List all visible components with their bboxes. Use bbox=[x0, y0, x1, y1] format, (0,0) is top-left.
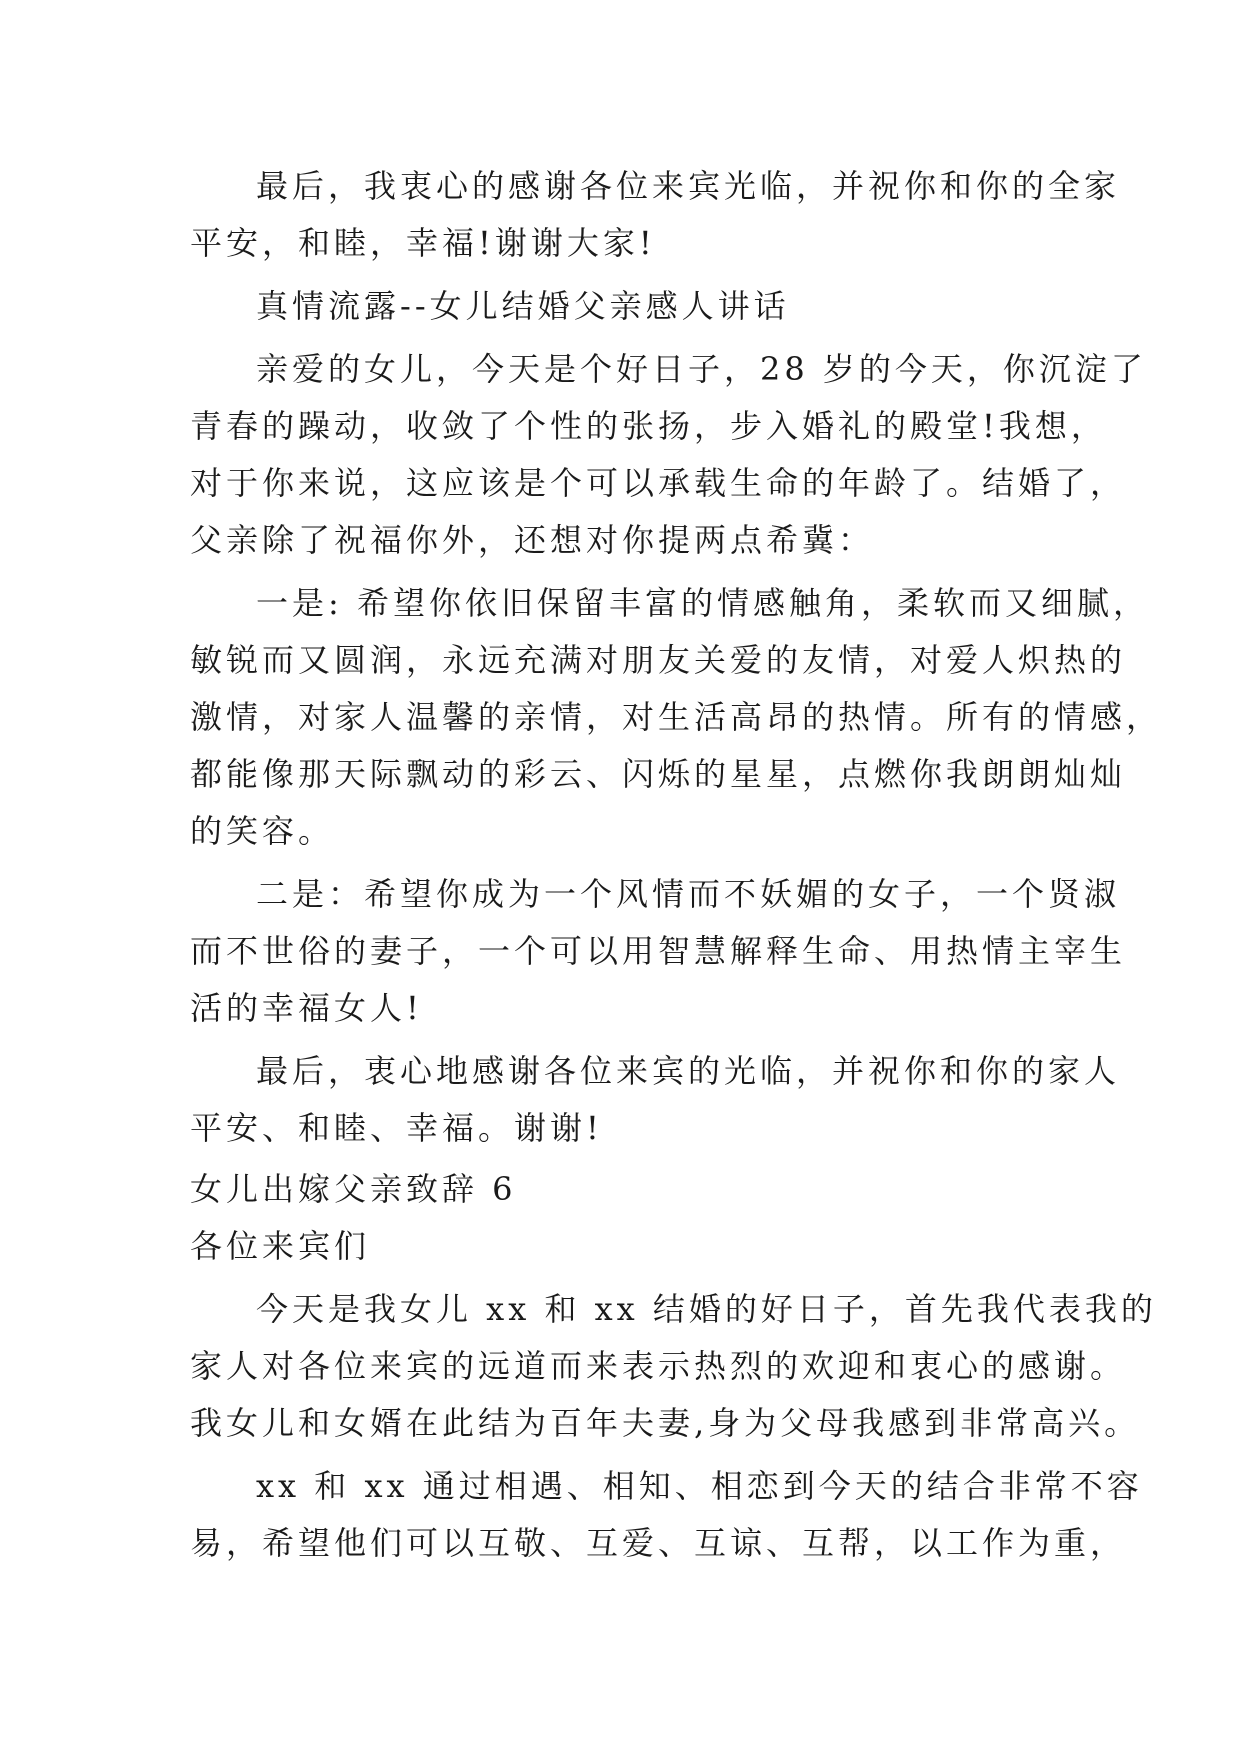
paragraph-line: 家人对各位来宾的远道而来表示热烈的欢迎和衷心的感谢。 bbox=[190, 1347, 1127, 1385]
paragraph-line: 易，希望他们可以互敬、互爱、互谅、互帮，以工作为重， bbox=[190, 1524, 1127, 1562]
paragraph-line: 最后，我衷心的感谢各位来宾光临，并祝你和你的全家 bbox=[256, 167, 1121, 205]
paragraph-line: 一是: 希望你依旧保留丰富的情感触角，柔软而又细腻， bbox=[256, 584, 1149, 622]
paragraph-line: xx 和 xx 通过相遇、相知、相恋到今天的结合非常不容 bbox=[256, 1467, 1143, 1505]
paragraph-line: 今天是我女儿 xx 和 xx 结婚的好日子，首先我代表我的 bbox=[256, 1290, 1157, 1328]
paragraph-line: 激情，对家人温馨的亲情，对生活高昂的热情。所有的情感， bbox=[190, 698, 1163, 736]
paragraph-line: 父亲除了祝福你外，还想对你提两点希冀： bbox=[190, 521, 875, 559]
paragraph-line: 而不世俗的妻子，一个可以用智慧解释生命、用热情主宰生 bbox=[190, 932, 1127, 970]
paragraph-line: 都能像那天际飘动的彩云、闪烁的星星，点燃你我朗朗灿灿 bbox=[190, 755, 1127, 793]
paragraph-line: 二是：希望你成为一个风情而不妖媚的女子，一个贤淑 bbox=[256, 875, 1121, 913]
section-title: 真情流露--女儿结婚父亲感人讲话 bbox=[256, 287, 790, 325]
paragraph-line: 我女儿和女婿在此结为百年夫妻,身为父母我感到非常高兴。 bbox=[190, 1404, 1141, 1442]
document-body bbox=[190, 158, 1163, 1572]
paragraph-line: 青春的躁动，收敛了个性的张扬，步入婚礼的殿堂!我想， bbox=[190, 407, 1107, 445]
paragraph-line: 平安、和睦、幸福。谢谢! bbox=[190, 1109, 603, 1147]
document-heading: 女儿出嫁父亲致辞 6 bbox=[190, 1170, 517, 1208]
paragraph-line: 对于你来说，这应该是个可以承载生命的年龄了。结婚了， bbox=[190, 464, 1127, 502]
paragraph-line: 平安，和睦，幸福!谢谢大家! bbox=[190, 224, 656, 262]
paragraph-line: 亲爱的女儿，今天是个好日子，28 岁的今天，你沉淀了 bbox=[256, 350, 1147, 388]
paragraph-line: 的笑容。 bbox=[190, 812, 335, 850]
salutation: 各位来宾们 bbox=[190, 1227, 371, 1265]
paragraph-line: 最后，衷心地感谢各位来宾的光临，并祝你和你的家人 bbox=[256, 1052, 1121, 1090]
paragraph-line: 敏锐而又圆润，永远充满对朋友关爱的友情，对爱人炽热的 bbox=[190, 641, 1127, 679]
paragraph-line: 活的幸福女人! bbox=[190, 989, 423, 1027]
